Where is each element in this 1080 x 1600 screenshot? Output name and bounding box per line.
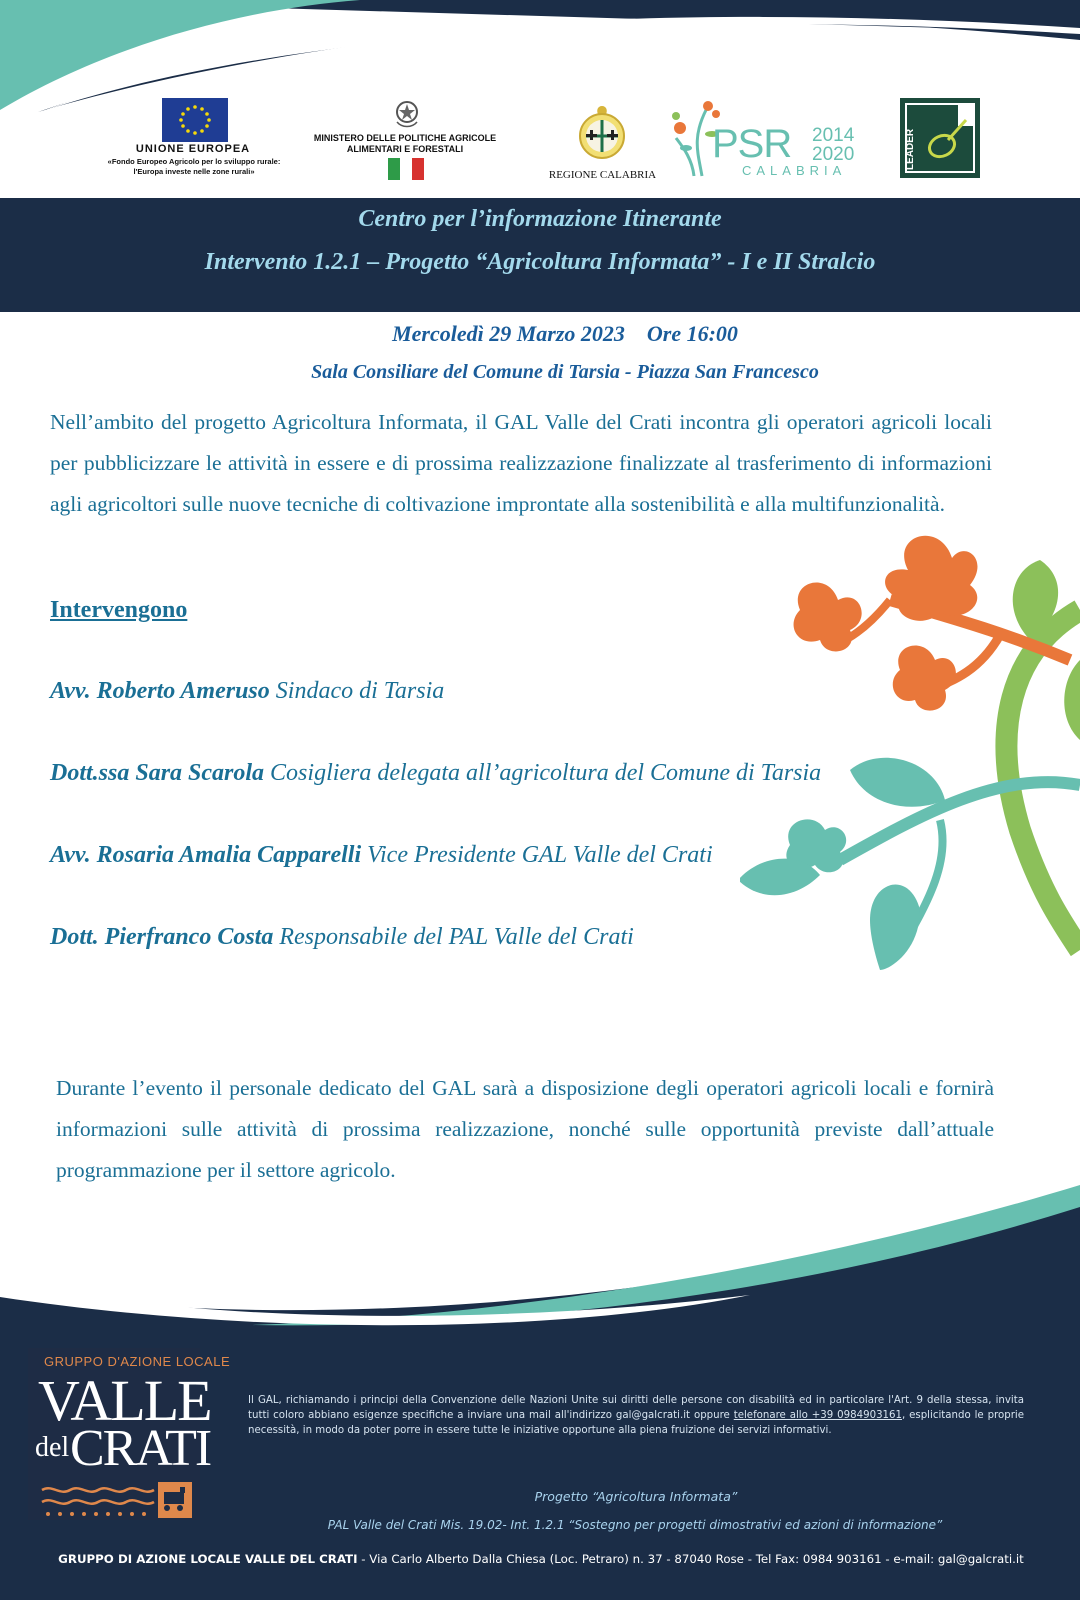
address-details: - Via Carlo Alberto Dalla Chiesa (Loc. Petraro) n. 37 - 87040 Rose - Tel Fax: 0984 903161 - e-mail: gal@galcrati.it: [357, 1552, 1024, 1566]
region-name: REGIONE CALABRIA: [548, 169, 657, 181]
speaker-1: [50, 678, 444, 705]
leader-label: LEADER: [905, 128, 916, 170]
eu-subtitle: «Fondo Europeo Agricolo per lo sviluppo rurale: l'Europa investe nelle zone rurali»: [107, 157, 281, 176]
intro-paragraph: Nell’ambito del progetto Agricoltura Informata, il GAL Valle del Crati incontra gli operatori agricoli locali per pubblicizzare le attività in essere e di prossima realizzazione finalizzate al trasferimento di informazioni agli agricoltori sulle nuove tecniche di coltivazione improntate alla sostenibilità e alla multifunzionalità.: [50, 410, 992, 516]
italian-flag-icon: [388, 158, 424, 180]
event-date: Mercoledì 29 Marzo 2023: [392, 321, 625, 346]
speaker-name: Avv. Rosaria Amalia Capparelli: [50, 842, 362, 868]
speaker-name: Avv. Roberto Ameruso: [50, 678, 270, 704]
psr-title: PSR: [712, 122, 792, 166]
event-date-time: [0, 321, 1080, 347]
header-title: Centro per l’informazione Itinerante: [358, 206, 722, 232]
event-venue: Sala Consiliare del Comune di Tarsia - Piazza San Francesco: [311, 361, 819, 383]
pal-measure: PAL Valle del Crati Mis. 19.02- Int. 1.2.1 “Sostegno per progetti dimostrativi ed azioni di informazione”: [327, 1518, 943, 1532]
leader-logo: [900, 98, 980, 178]
accessibility-disclaimer: Il GAL, richiamando i principi della Convenzione delle Nazioni Unite sui diritti delle persone con disabilità ed in particolare l'Art. 9 della stessa, invita tutti coloro abbiano esigenze specifiche a inviare una mail all'indirizzo gal@galcrati.it oppure telefonare allo +39 0984903161, esplicitando le proprie necessità, in modo da poter porre in essere tutte le iniziative opportune alla piena fruizione dei servizi informativi.: [248, 1395, 1024, 1436]
gal-logo-del: del: [35, 1432, 70, 1463]
eu-title: UNIONE EUROPEA: [135, 143, 251, 155]
header-subtitle: Intervento 1.2.1 – Progetto “Agricoltura Informata” - I e II Stralcio: [204, 249, 876, 275]
psr-years: 2014 2020: [812, 125, 855, 165]
event-time: Ore 16:00: [646, 321, 738, 346]
gal-logo-supertitle: GRUPPO D'AZIONE LOCALE: [44, 1354, 231, 1369]
speakers-heading: Intervengono: [50, 597, 188, 623]
gal-logo-crati: CRATI: [70, 1420, 211, 1477]
speaker-role: Cosigliera delegata all’agricoltura del Comune di Tarsia: [264, 760, 822, 786]
eu-flag-icon: [162, 98, 228, 142]
speaker-2: [50, 760, 821, 787]
italian-emblem-icon: [394, 98, 420, 128]
speaker-role: Responsabile del PAL Valle del Crati: [273, 924, 634, 950]
speaker-role: Vice Presidente GAL Valle del Crati: [361, 842, 713, 868]
header-band: [0, 198, 1080, 312]
speaker-name: Dott. Pierfranco Costa: [50, 924, 274, 950]
calabria-shield-icon: [576, 104, 628, 164]
speaker-3: [50, 842, 713, 869]
closing-paragraph: Durante l’evento il personale dedicato del GAL sarà a disposizione degli operatori agricoli locali e fornirà informazioni sulle attività di prossima realizzazione, nonché sulle opportunità previste dall’attuale programmazione per il settore agricolo.: [56, 1076, 994, 1182]
speaker-role: Sindaco di Tarsia: [269, 678, 445, 704]
speaker-4: [50, 924, 634, 951]
speaker-name: Dott.ssa Sara Scarola: [50, 760, 265, 786]
phone-link[interactable]: telefonare allo +39 0984903161: [733, 1410, 902, 1421]
psr-region: CALABRIA: [742, 163, 847, 178]
project-name: Progetto “Agricoltura Informata”: [534, 1489, 738, 1504]
organization-name: GRUPPO DI AZIONE LOCALE VALLE DEL CRATI: [58, 1552, 358, 1566]
contact-address: [0, 1552, 1080, 1566]
ministry-name: MINISTERO DELLE POLITICHE AGRICOLE ALIMENTARI E FORESTALI: [313, 133, 497, 154]
gal-logo-valle: VALLE: [38, 1368, 211, 1433]
